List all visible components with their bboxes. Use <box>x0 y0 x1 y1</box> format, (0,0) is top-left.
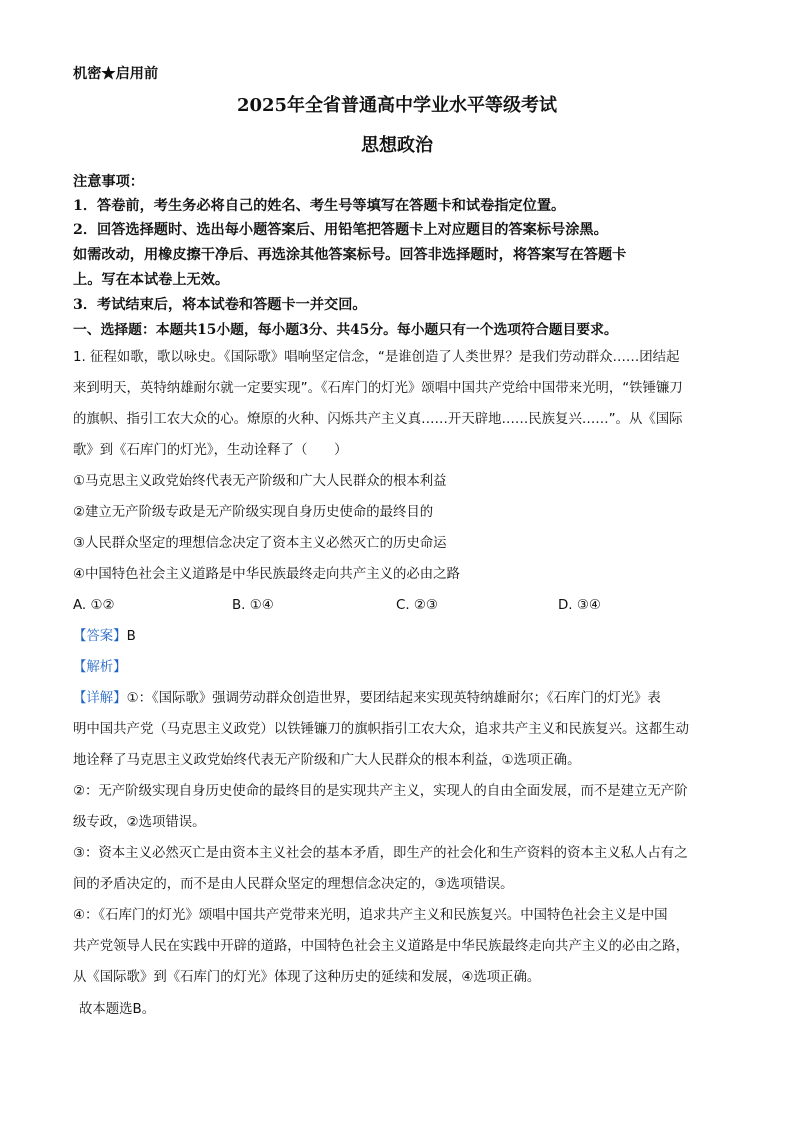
notice-heading: 注意事项： <box>73 174 144 190</box>
question-stem: 1. 征程如歌，歌以咏史。《国际歌》唱响坚定信念，“是谁创造了人类世界？是我们劳动群众……团结起 <box>73 350 680 365</box>
subject-title: 思想政治 <box>361 135 433 156</box>
section-heading: 一、选择题：本题共15小题，每小题3分、共45分。每小题只有一个选项符合题目要求。 <box>73 322 618 338</box>
detail-line: 地诠释了马克思主义政党始终代表无产阶级和广大人民群众的根本利益，①选项正确。 <box>73 753 581 768</box>
answer-label: 【答案】 <box>73 629 127 644</box>
option-b: B. ①④ <box>232 598 274 613</box>
question-stem: 来到明天，英特纳雄耐尔就一定要实现”。《石库门的灯光》颂唱中国共产党给中国带来光明，“铁锤镰刀 <box>73 381 683 396</box>
statement: ③人民群众坚定的理想信念决定了资本主义必然灭亡的历史命运 <box>73 536 447 551</box>
option-c: C. ②③ <box>396 598 438 613</box>
detail-line: 明中国共产党（马克思主义政党）以铁锤镰刀的旗帜指引工农大众，追求共产主义和民族复兴。这都生动 <box>73 722 689 737</box>
detail-line: ③：资本主义必然灭亡是由资本主义社会的基本矛盾，即生产的社会化和生产资料的资本主义私人占有之 <box>73 846 688 861</box>
detail-line: 共产党领导人民在实践中开辟的道路，中国特色社会主义道路是中华民族最终走向共产主义的必由之路， <box>73 939 689 954</box>
statement: ④中国特色社会主义道路是中华民族最终走向共产主义的必由之路 <box>73 567 460 582</box>
detail-line: 从《国际歌》到《石库门的灯光》体现了这种历史的延续和发展，④选项正确。 <box>73 970 541 985</box>
notice-item: 2．回答选择题时、选出每小题答案后、用铅笔把答题卡上对应题目的答案标号涂黑。 <box>73 222 608 238</box>
notice-item: 3．考试结束后，将本试卷和答题卡一并交回。 <box>73 297 367 313</box>
analysis-label: 【解析】 <box>73 660 127 675</box>
answer-value: B <box>126 629 136 644</box>
secret-label: 机密★启用前 <box>73 66 159 82</box>
option-d: D. ③④ <box>558 598 601 613</box>
detail-line: ②：无产阶级实现自身历史使命的最终目的是实现共产主义，实现人的自由全面发展，而不是建立无产阶 <box>73 784 688 799</box>
detail-line: 【详解】①：《国际歌》强调劳动群众创造世界，要团结起来实现英特纳雄耐尔；《石库门的灯光》表 <box>73 691 661 706</box>
conclusion: 故本题选B。 <box>79 1002 156 1017</box>
exam-title: 2025年全省普通高中学业水平等级考试 <box>236 95 558 116</box>
detail-line: 间的矛盾决定的，而不是由人民群众坚定的理想信念决定的，③选项错误。 <box>73 877 514 892</box>
answer-line <box>73 627 136 647</box>
statement: ①马克思主义政党始终代表无产阶级和广大人民群众的根本利益 <box>73 474 447 489</box>
detail-line: 级专政，②选项错误。 <box>73 815 206 830</box>
notice-item: 1．答卷前，考生务必将自己的姓名、考生号等填写在答题卡和试卷指定位置。 <box>73 198 566 214</box>
notice-item: 上。写在本试卷上无效。 <box>73 272 230 288</box>
question-stem: 的旗帜、指引工农大众的心。燎原的火种、闪烁共产主义真……开天辟地……民族复兴……”。从《国际 <box>73 412 683 427</box>
detail-line: ④：《石库门的灯光》颂唱中国共产党带来光明，追求共产主义和民族复兴。中国特色社会主义是中国 <box>73 908 668 923</box>
notice-item: 如需改动，用橡皮擦干净后、再选涂其他答案标号。回答非选择题时，将答案写在答题卡 <box>73 247 627 263</box>
statement: ②建立无产阶级专政是无产阶级实现自身历史使命的最终目的 <box>73 505 434 520</box>
question-stem: 歌》到《石库门的灯光》，生动诠释了（ ） <box>73 443 348 458</box>
option-a: A. ①② <box>73 598 115 613</box>
detail-label: 【详解】 <box>73 691 127 706</box>
